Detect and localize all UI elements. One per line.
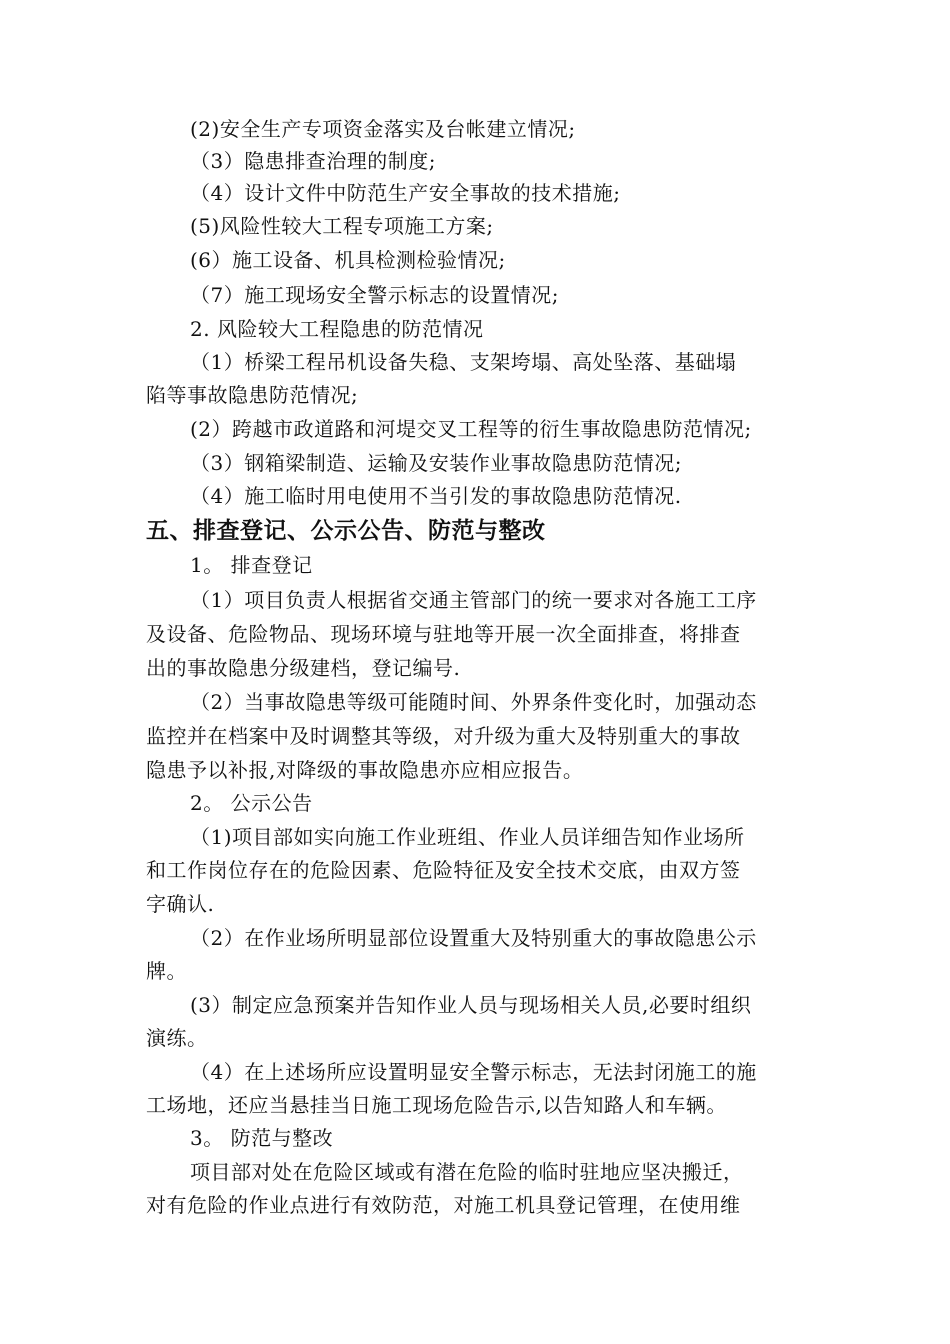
paragraph-line: 字确认. xyxy=(146,892,215,916)
paragraph-line: 演练。 xyxy=(146,1026,208,1050)
paragraph-line: 出的事故隐患分级建档，登记编号. xyxy=(146,656,461,680)
paragraph-line: 隐患予以补报,对降级的事故隐患亦应相应报告。 xyxy=(146,758,584,782)
paragraph-line: （7）施工现场安全警示标志的设置情况; xyxy=(190,283,559,307)
paragraph-line: 对有危险的作业点进行有效防范，对施工机具登记管理，在使用维 xyxy=(146,1193,741,1217)
paragraph-line: （4）在上述场所应设置明显安全警示标志，无法封闭施工的施 xyxy=(190,1060,757,1084)
paragraph-line: （4）设计文件中防范生产安全事故的技术措施; xyxy=(190,181,621,205)
subheading-line: 3。 防范与整改 xyxy=(190,1126,334,1150)
paragraph-line: (6）施工设备、机具检测检验情况; xyxy=(190,248,506,272)
paragraph-line: 工场地，还应当悬挂当日施工现场危险告示,以告知路人和车辆。 xyxy=(146,1093,727,1117)
paragraph-line: （2）在作业场所明显部位设置重大及特别重大的事故隐患公示 xyxy=(190,926,757,950)
paragraph-line: (3）制定应急预案并告知作业人员与现场相关人员,必要时组织 xyxy=(190,993,752,1017)
paragraph-line: 及设备、危险物品、现场环境与驻地等开展一次全面排查，将排查 xyxy=(146,622,741,646)
section-heading: 五、排查登记、公示公告、防范与整改 xyxy=(146,518,546,544)
paragraph-line: （4）施工临时用电使用不当引发的事故隐患防范情况. xyxy=(190,484,682,508)
paragraph-line: (5)风险性较大工程专项施工方案; xyxy=(190,214,494,238)
paragraph-line: （1）项目负责人根据省交通主管部门的统一要求对各施工工序 xyxy=(190,588,757,612)
paragraph-line: 和工作岗位存在的危险因素、危险特征及安全技术交底，由双方签 xyxy=(146,858,741,882)
paragraph-line: (2)安全生产专项资金落实及台帐建立情况; xyxy=(190,117,576,141)
paragraph-line: （2）当事故隐患等级可能随时间、外界条件变化时，加强动态 xyxy=(190,690,757,714)
paragraph-line: （1)项目部如实向施工作业班组、作业人员详细告知作业场所 xyxy=(190,825,745,849)
subheading-line: 2. 风险较大工程隐患的防范情况 xyxy=(190,317,484,341)
paragraph-line: （1）桥梁工程吊机设备失稳、支架垮塌、高处坠落、基础塌 xyxy=(190,350,737,374)
subheading-line: 2。 公示公告 xyxy=(190,791,313,815)
paragraph-line: (2）跨越市政道路和河堤交叉工程等的衍生事故隐患防范情况; xyxy=(190,417,752,441)
paragraph-line: （3）钢箱梁制造、运输及安装作业事故隐患防范情况; xyxy=(190,451,682,475)
paragraph-line: 项目部对处在危险区域或有潜在危险的临时驻地应坚决搬迁， xyxy=(190,1160,744,1184)
paragraph-line: 监控并在档案中及时调整其等级，对升级为重大及特别重大的事故 xyxy=(146,724,741,748)
paragraph-line: 陷等事故隐患防范情况; xyxy=(146,383,359,407)
paragraph-line: （3）隐患排查治理的制度; xyxy=(190,149,436,173)
paragraph-line: 牌。 xyxy=(146,959,187,983)
subheading-line: 1。 排查登记 xyxy=(190,553,313,577)
